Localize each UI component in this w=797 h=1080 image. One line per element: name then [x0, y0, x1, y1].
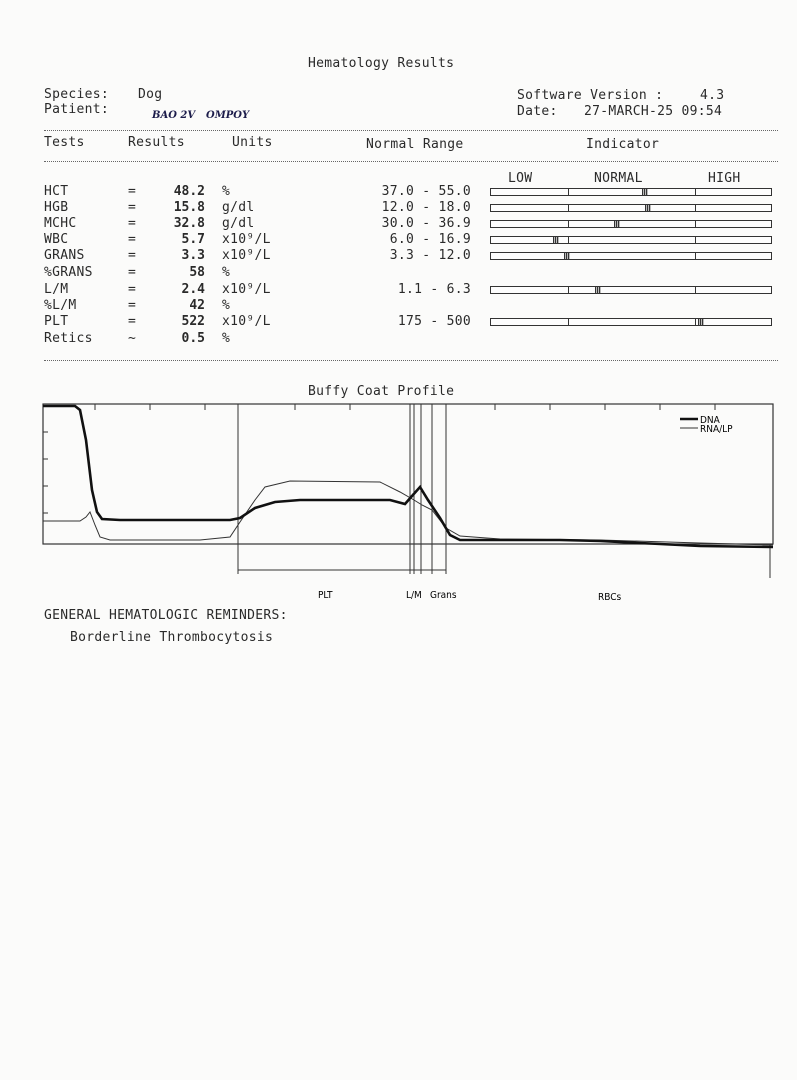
test-unit: x10⁹/L: [222, 282, 271, 297]
test-unit: %: [222, 184, 231, 199]
indicator-high-label: HIGH: [708, 171, 741, 186]
species-label: Species:: [44, 87, 110, 102]
indicator-divider: [695, 188, 696, 196]
indicator-marker: [614, 221, 620, 227]
test-normal-range: 6.0 - 16.9: [389, 232, 471, 247]
test-result: 522: [181, 314, 205, 329]
indicator-marker: [564, 253, 570, 259]
chart-frame: [43, 404, 773, 544]
test-result: 48.2: [173, 184, 205, 199]
test-result: 15.8: [173, 200, 205, 215]
test-name: HCT: [44, 184, 69, 199]
test-unit: x10⁹/L: [222, 314, 271, 329]
test-unit: x10⁹/L: [222, 248, 271, 263]
indicator-marker: [595, 287, 601, 293]
software-version-label: Software Version :: [517, 88, 664, 103]
test-unit: %: [222, 331, 231, 346]
reminder-item: Borderline Thrombocytosis: [70, 630, 274, 645]
test-result: 58: [189, 265, 205, 280]
test-name: Retics: [44, 331, 93, 346]
indicator-divider: [568, 220, 569, 228]
indicator-divider: [568, 286, 569, 294]
test-name: L/M: [44, 282, 69, 297]
test-operator: =: [128, 298, 137, 313]
indicator-divider: [695, 318, 696, 326]
indicator-bar: [490, 252, 772, 260]
test-result: 3.3: [181, 248, 205, 263]
legend-rna-label: RNA/LP: [700, 424, 733, 435]
indicator-marker: [698, 319, 704, 325]
test-operator: =: [128, 232, 137, 247]
col-tests: Tests: [44, 135, 85, 150]
test-operator: =: [128, 282, 137, 297]
results-divider: [44, 360, 778, 361]
test-result: 42: [189, 298, 205, 313]
test-unit: g/dl: [222, 200, 255, 215]
test-result: 2.4: [181, 282, 205, 297]
test-unit: g/dl: [222, 216, 255, 231]
indicator-divider: [568, 188, 569, 196]
dna-series-line: [43, 406, 773, 547]
legend-dna-label: DNA: [700, 415, 720, 426]
indicator-divider: [695, 236, 696, 244]
software-version-value: 4.3: [700, 88, 725, 103]
indicator-divider: [568, 204, 569, 212]
test-normal-range: 3.3 - 12.0: [389, 248, 471, 263]
patient-label: Patient:: [44, 102, 110, 117]
date-value: 27-MARCH-25 09:54: [584, 104, 723, 119]
test-name: %L/M: [44, 298, 77, 313]
test-result: 32.8: [173, 216, 205, 231]
chart-title: Buffy Coat Profile: [308, 384, 455, 399]
test-normal-range: 30.0 - 36.9: [381, 216, 471, 231]
test-name: MCHC: [44, 216, 77, 231]
test-unit: x10⁹/L: [222, 232, 271, 247]
species-value: Dog: [138, 87, 163, 102]
indicator-divider: [568, 236, 569, 244]
indicator-marker: [642, 189, 648, 195]
indicator-bar: [490, 220, 772, 228]
test-operator: =: [128, 216, 137, 231]
indicator-marker: [645, 205, 651, 211]
test-unit: %: [222, 298, 231, 313]
test-normal-range: 37.0 - 55.0: [381, 184, 471, 199]
indicator-low-label: LOW: [508, 171, 533, 186]
indicator-bar: [490, 236, 772, 244]
indicator-bar: [490, 318, 772, 326]
test-operator: ~: [128, 331, 137, 346]
test-operator: =: [128, 248, 137, 263]
rna-lp-series-line: [43, 481, 773, 545]
indicator-divider: [695, 220, 696, 228]
columns-divider: [44, 161, 778, 162]
date-label: Date:: [517, 104, 558, 119]
test-name: WBC: [44, 232, 69, 247]
chart-left-ticks: [43, 432, 48, 513]
zone-label-grans: Grans: [430, 590, 457, 601]
test-result: 0.5: [181, 331, 205, 346]
test-normal-range: 12.0 - 18.0: [381, 200, 471, 215]
test-unit: %: [222, 265, 231, 280]
col-normal-range: Normal Range: [366, 137, 464, 152]
indicator-divider: [695, 204, 696, 212]
indicator-divider: [695, 286, 696, 294]
zone-label-lm: L/M: [406, 590, 422, 601]
patient-name-handwritten-1: BAO 2V: [152, 110, 196, 121]
col-results: Results: [128, 135, 185, 150]
test-normal-range: 1.1 - 6.3: [397, 282, 471, 297]
indicator-normal-label: NORMAL: [594, 171, 643, 186]
test-name: GRANS: [44, 248, 85, 263]
header-divider: [44, 130, 778, 131]
indicator-bar: [490, 188, 772, 196]
test-name: HGB: [44, 200, 69, 215]
zone-label-rbcs: RBCs: [598, 592, 622, 603]
report-title: Hematology Results: [308, 56, 455, 71]
buffy-coat-chart: [0, 395, 797, 610]
indicator-bar: [490, 204, 772, 212]
indicator-divider: [568, 318, 569, 326]
indicator-marker: [553, 237, 559, 243]
patient-name-handwritten-2: OMPOY: [206, 110, 250, 121]
reminders-heading: GENERAL HEMATOLOGIC REMINDERS:: [44, 608, 288, 623]
zone-label-plt: PLT: [318, 590, 333, 601]
col-units: Units: [232, 135, 273, 150]
test-name: %GRANS: [44, 265, 93, 280]
test-result: 5.7: [181, 232, 205, 247]
indicator-bar: [490, 286, 772, 294]
test-name: PLT: [44, 314, 69, 329]
test-operator: =: [128, 200, 137, 215]
test-operator: =: [128, 184, 137, 199]
test-normal-range: 175 - 500: [397, 314, 471, 329]
indicator-divider: [695, 252, 696, 260]
col-indicator: Indicator: [586, 137, 660, 152]
test-operator: =: [128, 265, 137, 280]
test-operator: =: [128, 314, 137, 329]
zone-boundaries: [238, 404, 770, 578]
chart-top-ticks: [95, 404, 715, 410]
